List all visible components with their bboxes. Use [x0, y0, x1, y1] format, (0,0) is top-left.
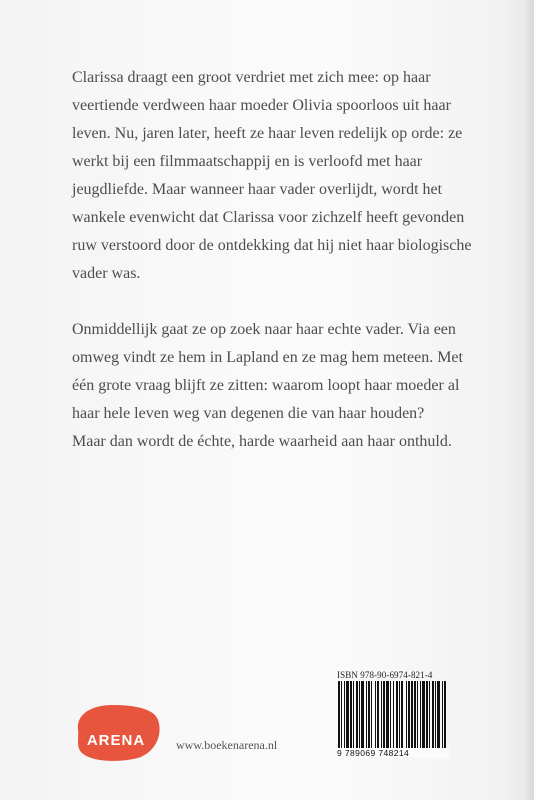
publisher-url[interactable]: www.boekenarena.nl	[176, 738, 278, 752]
blurb-line: haar hele leven weg van degenen die van haar houden?	[72, 405, 425, 422]
barcode-digits: 9 789069 748214	[337, 748, 449, 758]
isbn-barcode-block	[337, 670, 449, 757]
blurb-line: ruw verstoord door de ontdekking dat hij niet haar biologische	[72, 237, 472, 254]
blurb-line: omweg vindt ze hem in Lapland en ze mag hem meteen. Met	[72, 349, 463, 366]
blurb-line: werkt bij een filmmaatschappij en is verloofd met haar	[72, 153, 423, 170]
blurb-line: jeugdliefde. Maar wanneer haar vader overlijdt, wordt het	[72, 181, 443, 198]
blurb-line: leven. Nu, jaren later, heeft ze haar leven redelijk op orde: ze	[72, 125, 463, 142]
blurb-paragraph-2	[72, 316, 492, 456]
arena-logo	[68, 700, 164, 764]
arena-logo-text: ARENA	[86, 732, 146, 749]
blurb-paragraph-1	[72, 64, 492, 288]
cover-edge-shadow	[524, 0, 534, 800]
blurb-line: Onmiddellijk gaat ze op zoek naar haar echte vader. Via een	[72, 321, 456, 338]
blurb-text	[72, 64, 492, 484]
barcode-icon	[337, 681, 449, 757]
blurb-line: Maar dan wordt de échte, harde waarheid aan haar onthuld.	[72, 433, 452, 450]
blurb-line: wankele evenwicht dat Clarissa voor zichzelf heeft gevonden	[72, 209, 465, 226]
isbn-label: ISBN 978-90-6974-821-4	[337, 670, 433, 680]
blurb-line: één grote vraag blijft ze zitten: waarom loopt haar moeder al	[72, 377, 460, 394]
blurb-line: Clarissa draagt een groot verdriet met zich mee: op haar	[72, 69, 431, 86]
blurb-line: vader was.	[72, 265, 141, 282]
blurb-line: veertiende verdween haar moeder Olivia spoorloos uit haar	[72, 97, 451, 114]
